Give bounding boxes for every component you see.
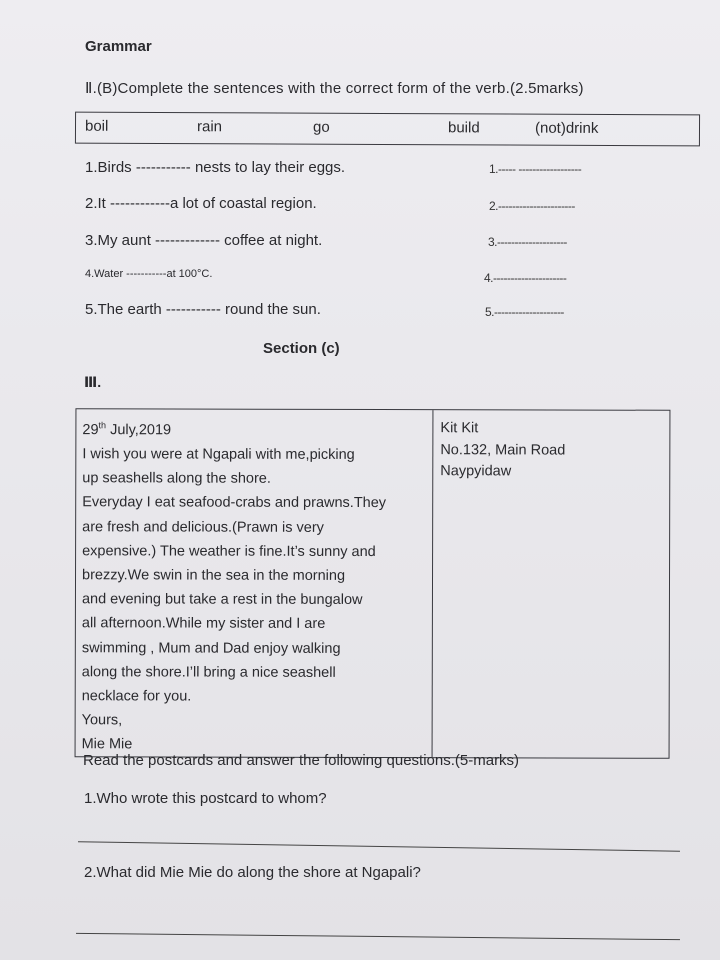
heading: Grammar — [85, 38, 152, 55]
question-5: 5.The earth ----------- round the sun. — [85, 301, 321, 318]
question-4: 4.Water -----------at 100°C. — [85, 268, 213, 280]
message-line: along the shore.I’ll bring a nice seashell — [81, 664, 336, 681]
verb-1: boil — [84, 117, 109, 135]
postcard-address — [440, 418, 565, 483]
answer-blank-4: 4.--------------------- — [484, 271, 567, 285]
message-line: up seashells along the shore. — [82, 470, 271, 487]
comprehension-question-1: 1.Who wrote this postcard to whom? — [84, 790, 327, 807]
message-line: Yours, — [81, 712, 123, 729]
question-2: 2.It ------------a lot of coastal region. — [85, 195, 317, 212]
message-line: Mie Mie — [81, 736, 133, 753]
message-line: I wish you were at Ngapali with me,picking — [82, 446, 355, 463]
message-line: Everyday I eat seafood-crabs and prawns.They — [82, 494, 387, 512]
answer-blank-1: 1.----- ------------------ — [489, 162, 582, 176]
postcard — [75, 408, 671, 759]
answer-blank-3: 3.-------------------- — [488, 235, 567, 249]
message-line: all afternoon.While my sister and I are — [81, 615, 326, 633]
answer-blank-2: 2.---------------------- — [489, 199, 575, 213]
verb-box — [75, 112, 700, 147]
section-number: Ⅲ. — [84, 374, 102, 390]
answer-blank-5: 5.-------------------- — [485, 305, 564, 319]
verb-5: (not)drink — [534, 119, 599, 137]
answer-line-2 — [76, 933, 680, 940]
message-line: brezzy.We swin in the sea in the morning — [81, 567, 346, 584]
postcard-divider — [432, 410, 434, 757]
verb-2: rain — [196, 118, 223, 136]
comprehension-question-2: 2.What did Mie Mie do along the shore at Ngapali? — [84, 864, 421, 881]
address-line: Kit Kit — [440, 420, 479, 437]
verb-3: go — [312, 118, 330, 136]
instruction: Ⅱ.(B)Complete the sentences with the correct form of the verb.(2.5marks) — [85, 80, 584, 97]
question-3: 3.My aunt ------------- coffee at night. — [85, 232, 323, 249]
address-line: Naypyidaw — [440, 463, 512, 480]
question-1: 1.Birds ----------- nests to lay their eggs. — [85, 159, 346, 176]
postcard-date: 29th July,2019 — [82, 420, 172, 439]
verb-4: build — [447, 119, 480, 137]
postcard-message — [82, 413, 428, 758]
address-line: No.132, Main Road — [440, 441, 566, 459]
read-instruction: Read the postcards and answer the following questions.(5-marks) — [83, 752, 520, 769]
message-line: swimming , Mum and Dad enjoy walking — [81, 639, 341, 657]
message-line: necklace for you. — [81, 688, 192, 705]
message-line: expensive.) The weather is fine.It’s sunny and — [82, 543, 376, 560]
message-line: and evening but take a rest in the bungalow — [81, 591, 363, 609]
message-line: are fresh and delicious.(Prawn is very — [82, 518, 324, 536]
answer-line-1 — [78, 841, 680, 851]
section-title: Section (c) — [263, 340, 340, 357]
